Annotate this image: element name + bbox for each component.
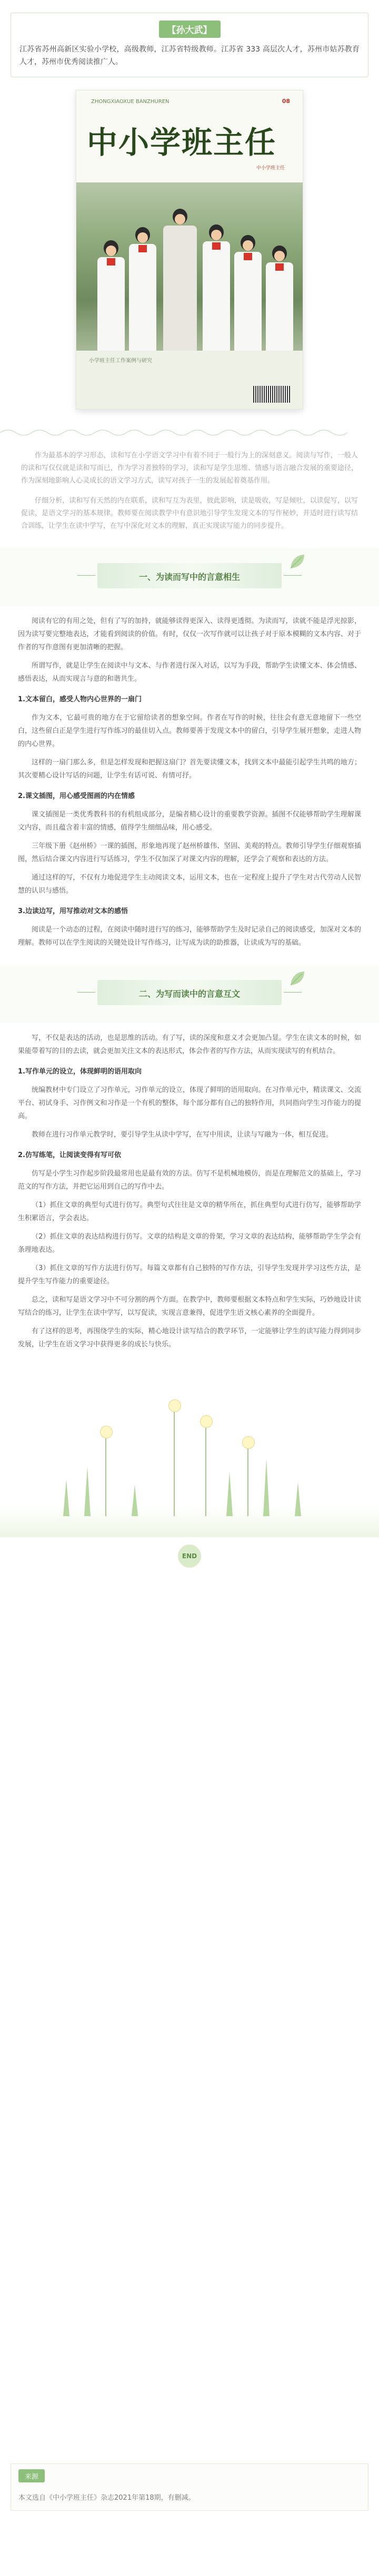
- author-card: [11, 13, 368, 77]
- subsection-heading: 1.文本留白，感受人物内心世界的一扇门: [18, 696, 142, 703]
- flower-illustration: [0, 1364, 379, 1537]
- cover-subtitle: 中小学班主任: [256, 166, 285, 171]
- intro-paragraph: 作为最基本的学习形态，读和写在小学语文学习中有着不同于一般行为上的深刻意义。阅读与写作，一般人的读和写仅仅就是读和写而已，作为学习者独特的学习，读和写是学生思维、情感与语言融合发展的重要途径，作为深刻地影响人心灵成长的语文学习方式，读写对孩子一生的发展起着奠基作用。: [21, 452, 358, 485]
- student-figure: [266, 246, 293, 351]
- flower-icon: [168, 1399, 181, 1412]
- section-body: 阅读有它的有用之处，但有了写的加持，就能够读得更深入、读得更透彻。为读而写，读就不能是浮光掠影，因为读写要完整地表达，才能看到阅读的价值。有时，仅仅一次写作就可以让孩子对于原本模糊的文本内容、对于作者的写作意图有更加清晰的把握。 所谓写作，就是让学生在阅读中与文本、与作者进行深入对话，以写为手段，帮助学生读懂文本、体会情感、感悟表达，从而实现言与意的和谐共生。 1.文本留白，感受人物内心世界的一扇门 作为文本，它最可贵的地方在于它留给读者的想象空间。作者在写作的时候，往往会有意无意地留下一些空白，这些留白正是学生进行写作练习的最佳切入点。教师要善于发现文本中的留白，引导学生展开想象，走进人物的内心世界。 这样的一扇门那么多，但是怎样发现和把握这扇门？首先要读懂文本，找到文本中最能引起学生共鸣的地方；其次要精心设计写话的问题，让学生有话可说、有情可抒。 2.课文插图，用心感受图画的内在情感 课文插图是一类优秀教科书的有机组成部分，是编者精心设计的重要教学资源。插图不仅能够帮助学生理解课文内容，而且蕴含着丰富的情感，值得学生细细品味，用心感受。 三年级下册《赵州桥》一课的插图，形象地再现了赵州桥雄伟、坚固、美观的特点。教师引导学生仔细观察插图，然后结合课文内容进行写话练习，学生不仅加深了对课文内容的理解，还学会了观察和表达的方法。 通过这样的写，不仅有力地促进学生主动阅读文本，运用文本，也在一定程度上提升了学生对古代劳动人民智慧的认识与感悟。 3.边读边写，用写推动对文本的感悟 阅读是一个动态的过程，在阅读中随时进行写的练习，能够帮助学生及时记录自己的阅读感受，加深对文本的理解。教师可以在学生阅读的关键处设计写作练习，让写成为读的助推器，让读成为写的基础。: [18, 617, 361, 947]
- subsection-heading: 3.边读边写，用写推动对文本的感悟: [18, 907, 128, 915]
- section-header: [0, 965, 379, 1023]
- magazine-cover: [76, 90, 303, 410]
- section-title: 一、为读而写中的言意相生: [138, 572, 240, 582]
- subsection-heading: 2.课文插图，用心感受图画的内在情感: [18, 792, 135, 800]
- subsection-heading: 1.写作单元的设立，体现鲜明的语用取向: [18, 1068, 142, 1076]
- end-mark: END: [0, 1545, 379, 1568]
- flower-icon: [100, 1426, 113, 1438]
- section-header: [0, 548, 379, 606]
- wavy-divider: [0, 427, 347, 438]
- barcode: [253, 386, 290, 403]
- source-box: [11, 2463, 368, 2511]
- author-bio: 江苏省苏州高新区实验小学校，高级教师，江苏省特级教师。江苏省 333 高层次人才，苏州市姑苏教育人才，苏州市优秀阅读推广人。: [19, 45, 360, 66]
- section-body: 写，不仅是表达的活动，也是思维的活动。有了写，读的深度和意义才会更加凸显。学生在读文本的时候，如果能带着写的目的去读，就会更加关注文本的表达形式，体会作者的写作方法，从而实现读写的有机结合。 1.写作单元的设立，体现鲜明的语用取向 统编教材中专门设立了习作单元，习作单元的设立，体现了鲜明的语用取向。在习作单元中，精读课文、交流平台、初试身手、习作例文和习作是一个有机的整体，每个部分都有自己的独特作用，共同指向学生习作能力的提高。 教师在进行习作单元教学时，要引导学生从读中学写，在写中用读，让读与写融为一体，相互促进。 2.仿写练笔，让阅读变得有写可依 仿写是小学生习作起步阶段最常用也是最有效的方法。仿写不是机械地模仿，而是在理解范文的基础上，学习范文的写作方法，并把它运用到自己的写作中去。 （1）抓住文章的典型句式进行仿写。典型句式往往是文章的精华所在，抓住典型句式进行仿写，能够帮助学生积累语言，学会表达。 （2）抓住文章的表达结构进行仿写。文章的结构是文章的骨架，学习文章的表达结构，能够帮助学生学会有条理地表达。 （3）抓住文章的写作方法进行仿写。每篇文章都有自己独特的写作方法，引导学生发现并学习这些方法，是提升学生写作能力的重要途径。 总之，读和写是语文学习中不可分割的两个方面。在教学中，教师要根据文本特点和学生实际，巧妙地设计读写结合的练习，让学生在读中学写，以写促读，实现言意兼得，促进学生语文核心素养的全面提升。 有了这样的思考，再围绕学生的实际，精心地设计读写结合的教学环节，一定能够让学生的读写能力得到同步发展，让学生在语文学习中获得更多的成长与快乐。: [18, 1034, 361, 1348]
- cover-photo: [76, 182, 303, 351]
- leaf-icon: [288, 969, 306, 987]
- student-figure: [203, 224, 230, 351]
- teacher-figure: [163, 209, 197, 351]
- student-figure: [234, 235, 262, 351]
- student-figure: [129, 227, 156, 351]
- section-title: 二、为写而读中的言意互文: [138, 989, 240, 999]
- subsection-heading: 2.仿写练笔，让阅读变得有写可依: [18, 1151, 121, 1159]
- flower-icon: [200, 1415, 213, 1428]
- cover-caption: 小学班主任工作案例与研究: [89, 358, 152, 364]
- intro-paragraph: 仔细分析，读和写有天然的内在联系，读和写互为表里，彼此影响，读是吸收，写是倾吐，以读促写，以写促读，是语文学习的基本规律。教师要在阅读教学中有意识地引导学生发现文本的写作秘妙，并适时进行读写结合训练，让学生在读中学写，在写中深化对文本的理解，真正实现读写能力的同步提升。: [21, 497, 358, 530]
- cover-title: 中小学班主任: [87, 125, 277, 160]
- source-label: 来源: [18, 2469, 45, 2482]
- leaf-icon: [288, 553, 306, 570]
- flower-icon: [242, 1436, 255, 1449]
- student-figure: [97, 240, 125, 351]
- intro: [21, 449, 358, 533]
- author-title: 【孙大武】: [19, 21, 360, 38]
- source-text: 本文选自《中小学班主任》杂志2021年第18期，有删减。: [18, 2494, 195, 2502]
- cover-small-text: ZHONGXIAOXUE BANZHUREN: [91, 99, 169, 105]
- cover-issue: 08: [282, 98, 290, 105]
